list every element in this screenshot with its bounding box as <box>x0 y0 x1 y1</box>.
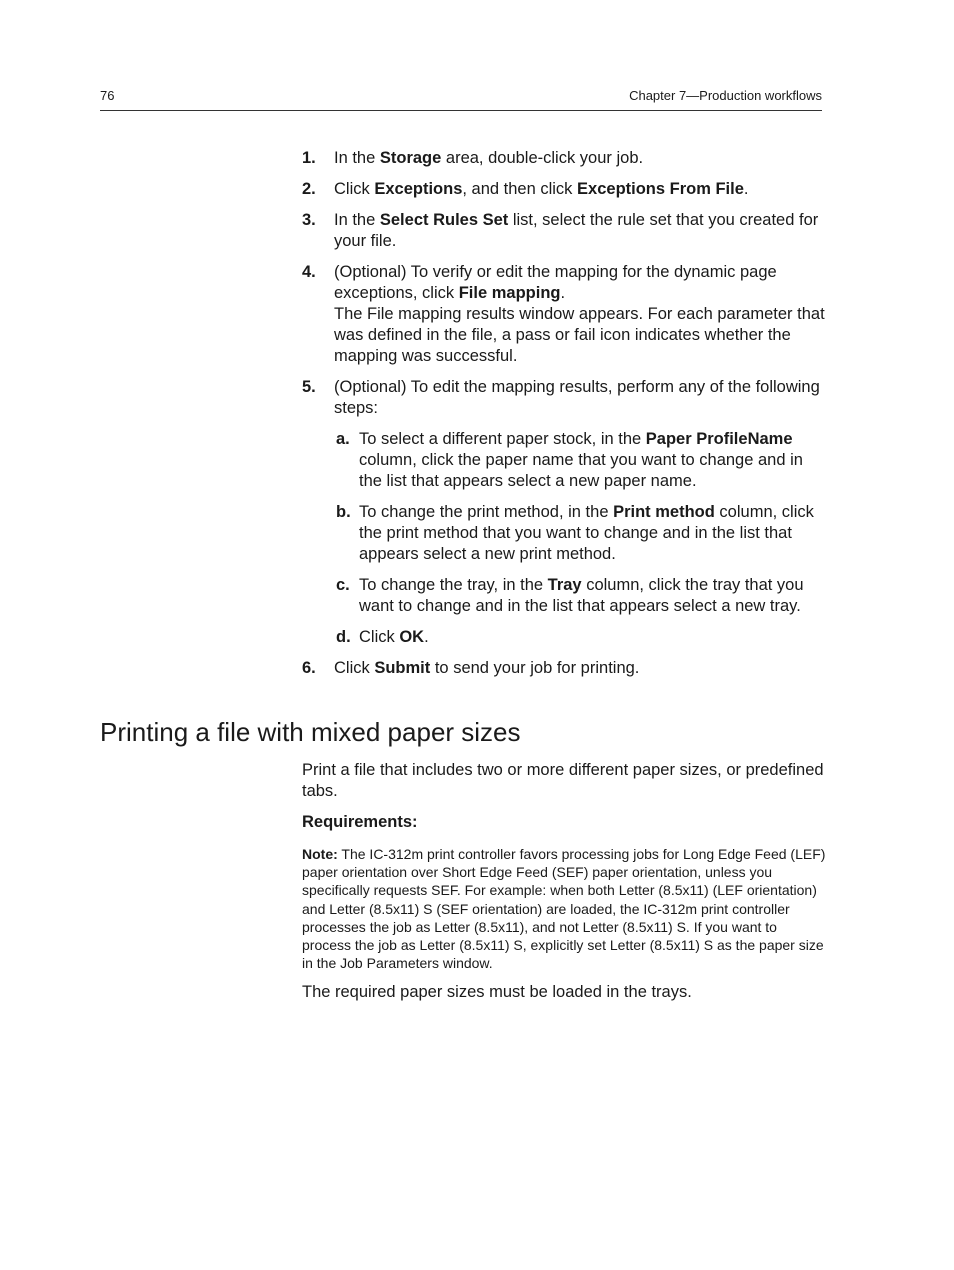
ui-term: Exceptions <box>374 180 463 198</box>
page-number: 76 <box>100 88 115 103</box>
substep-item <box>336 429 827 492</box>
step-number: 5. <box>302 378 316 396</box>
step-body <box>334 210 827 252</box>
note-label: Note: <box>302 846 338 862</box>
ui-term: Exceptions From File <box>577 180 744 198</box>
substep-letter: d. <box>336 628 351 646</box>
procedure-steps <box>302 148 827 689</box>
step-text: column, click the paper name that you want to change and in the list that appears select a new paper name. <box>359 451 803 490</box>
step-body <box>334 377 827 419</box>
step-text: Click <box>334 180 375 198</box>
step-text: , and then click <box>462 180 578 198</box>
page-header <box>100 88 822 111</box>
step-number: 3. <box>302 211 316 229</box>
step-text: area, double-click your job. <box>441 149 644 167</box>
step-text: To change the tray, in the <box>359 576 548 594</box>
step-body <box>334 179 827 200</box>
section-heading: Printing a file with mixed paper sizes <box>100 717 521 747</box>
closing-paragraph: The required paper sizes must be loaded in the trays. <box>302 983 692 1002</box>
section-body <box>302 760 827 1013</box>
ui-term: Submit <box>374 659 431 677</box>
ui-term: OK <box>399 628 425 646</box>
step-item <box>302 377 827 648</box>
substep-item <box>336 575 827 617</box>
step-text: . <box>743 180 749 198</box>
step-number: 2. <box>302 180 316 198</box>
substep-body <box>359 502 827 565</box>
requirements-label: Requirements: <box>302 813 418 831</box>
step-number: 1. <box>302 149 316 167</box>
step-item <box>302 148 827 169</box>
substep-letter: b. <box>336 503 351 521</box>
step-text: In the <box>334 149 380 167</box>
ui-term: Select Rules Set <box>379 211 509 229</box>
step-text: Click <box>359 628 400 646</box>
step-text: to send your job for printing. <box>430 659 640 677</box>
ui-term: Paper ProfileName <box>645 430 793 448</box>
step-text: list, select the rule set that you created for your file. <box>334 211 819 250</box>
ui-term: Storage <box>379 149 442 167</box>
substep-item <box>336 502 827 565</box>
step-text: . <box>424 628 429 646</box>
step-number: 6. <box>302 659 316 677</box>
step-item <box>302 179 827 200</box>
note-paragraph <box>302 845 827 972</box>
note-text: The IC-312m print controller favors processing jobs for Long Edge Feed (LEF) paper orientation over Short Edge Feed (SEF) paper orientation, unless you specifically requests SEF. For example: when both Letter (8.5x11) (LEF orientation) and Letter (8.5x11) S (SEF orientation) are loaded, the IC-312m print controller processes the job as Letter (8.5x11), and not Letter (8.5x11) S. If you want to process the job as Letter (8.5x11) S, explicitly set Letter (8.5x11) S as the paper size in the Job Parameters window. <box>302 846 826 972</box>
substep-letter: c. <box>336 576 350 594</box>
step-body <box>334 658 827 679</box>
substep-item <box>336 627 827 648</box>
step-item <box>302 210 827 252</box>
ui-term: File mapping <box>458 284 561 302</box>
step-text: To change the print method, in the <box>359 503 614 521</box>
step-item <box>302 262 827 367</box>
substep-body <box>359 429 827 492</box>
ui-term: Print method <box>613 503 715 521</box>
substep-letter: a. <box>336 430 350 448</box>
step-result: The File mapping results window appears. For each parameter that was defined in the file, a pass or fail icon indicates whether the mapping was successful. <box>334 305 825 365</box>
step-text: (Optional) To verify or edit the mapping for the dynamic page exceptions, click <box>334 263 777 302</box>
step-text: In the <box>334 211 380 229</box>
step-number: 4. <box>302 263 316 281</box>
step-text: To select a different paper stock, in the <box>359 430 646 448</box>
step-body <box>334 262 827 304</box>
step-text: column, click the tray that you want to change and in the list that appears select a new tray. <box>359 576 804 615</box>
substep-list <box>334 429 827 648</box>
step-body <box>334 148 827 169</box>
step-text: . <box>560 284 566 302</box>
step-item <box>302 658 827 679</box>
step-text: column, click the print method that you want to change and in the list that appears select a new print method. <box>359 503 814 563</box>
step-text: Click <box>334 659 375 677</box>
step-text: (Optional) To edit the mapping results, perform any of the following steps: <box>334 378 820 417</box>
chapter-title: Chapter 7—Production workflows <box>629 88 822 103</box>
ui-term: Tray <box>547 576 582 594</box>
section-intro: Print a file that includes two or more different paper sizes, or predefined tabs. <box>302 761 824 800</box>
substep-body <box>359 627 827 648</box>
substep-body <box>359 575 827 617</box>
